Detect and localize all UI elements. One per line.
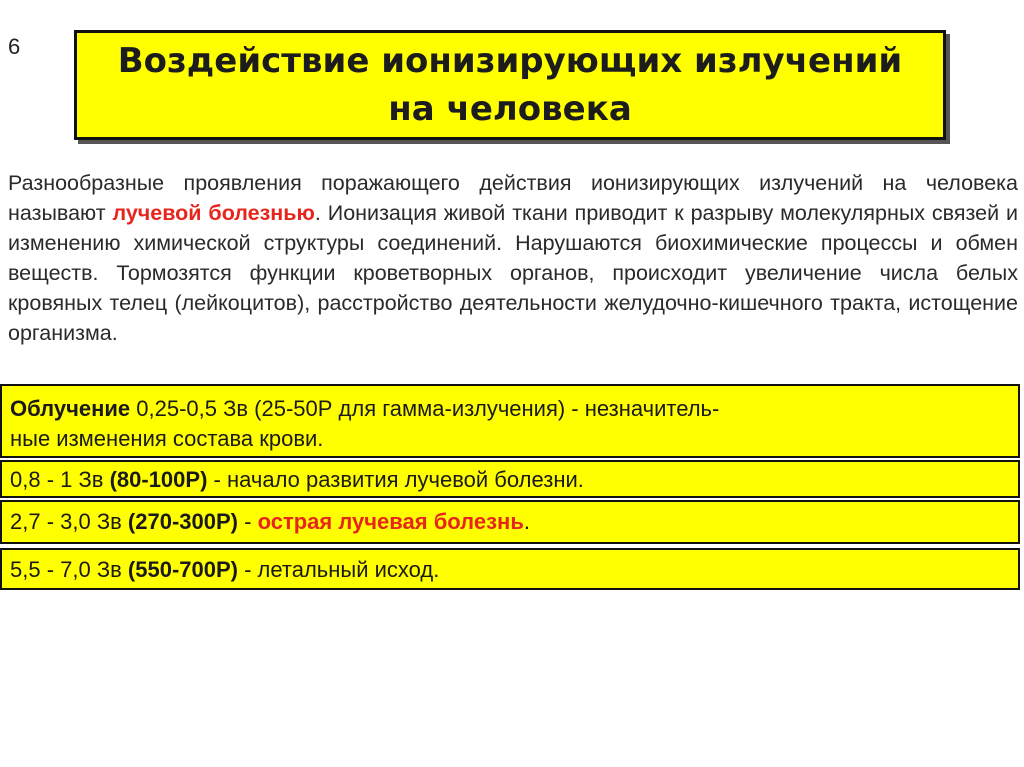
- dose-row-4-text: - летальный исход.: [238, 557, 440, 582]
- dose-row-4: [0, 548, 1020, 590]
- slide-title: Воздействие ионизирующих излучений на человека: [117, 41, 903, 129]
- slide-number: 6: [8, 34, 21, 59]
- dose-row-1-line2: ные изменения состава крови.: [10, 426, 324, 451]
- dose-row-4-range: 5,5 - 7,0 Зв: [10, 557, 128, 582]
- dose-row-2-text: - начало развития лучевой болезни.: [207, 467, 584, 492]
- dose-row-3-roentgen: (270-300Р): [127, 509, 238, 534]
- intro-text-before: Разнообразные проявления поражающего действия ионизирующих излучений на человека называют: [8, 171, 1018, 225]
- dose-row-1-lead: Облучение: [10, 396, 131, 421]
- dose-row-2: [0, 460, 1020, 498]
- intro-paragraph: [8, 168, 1018, 348]
- dose-row-3: [0, 500, 1020, 544]
- dose-row-2-roentgen: (80-100Р): [109, 467, 208, 492]
- intro-highlight: лучевой болезнью: [112, 201, 315, 225]
- dose-row-1-range: 0,25-0,5 Зв (25-50Р для гамма-излучения) - незначитель-: [130, 396, 720, 421]
- dose-row-3-red: острая лучевая болезнь: [257, 509, 524, 534]
- dose-row-3-range: 2,7 - 3,0 Зв: [10, 509, 128, 534]
- dose-row-3-text: -: [238, 509, 258, 534]
- title-box: [74, 30, 946, 140]
- dose-row-4-roentgen: (550-700Р): [127, 557, 238, 582]
- dose-row-2-range: 0,8 - 1 Зв: [10, 467, 110, 492]
- dose-row-3-tail: .: [523, 509, 530, 534]
- intro-text-after: . Ионизация живой ткани приводит к разрыву молекулярных связей и изменению химической структуры соединений. Нарушаются биохимические процессы и обмен веществ. Тормозятся функции кроветворных органов, происходит увеличение числа белых кровяных телец (лейкоцитов), расстройство деятельности желудочно-кишечного тракта, истощение организма.: [8, 201, 1019, 345]
- dose-row-1: [0, 384, 1020, 458]
